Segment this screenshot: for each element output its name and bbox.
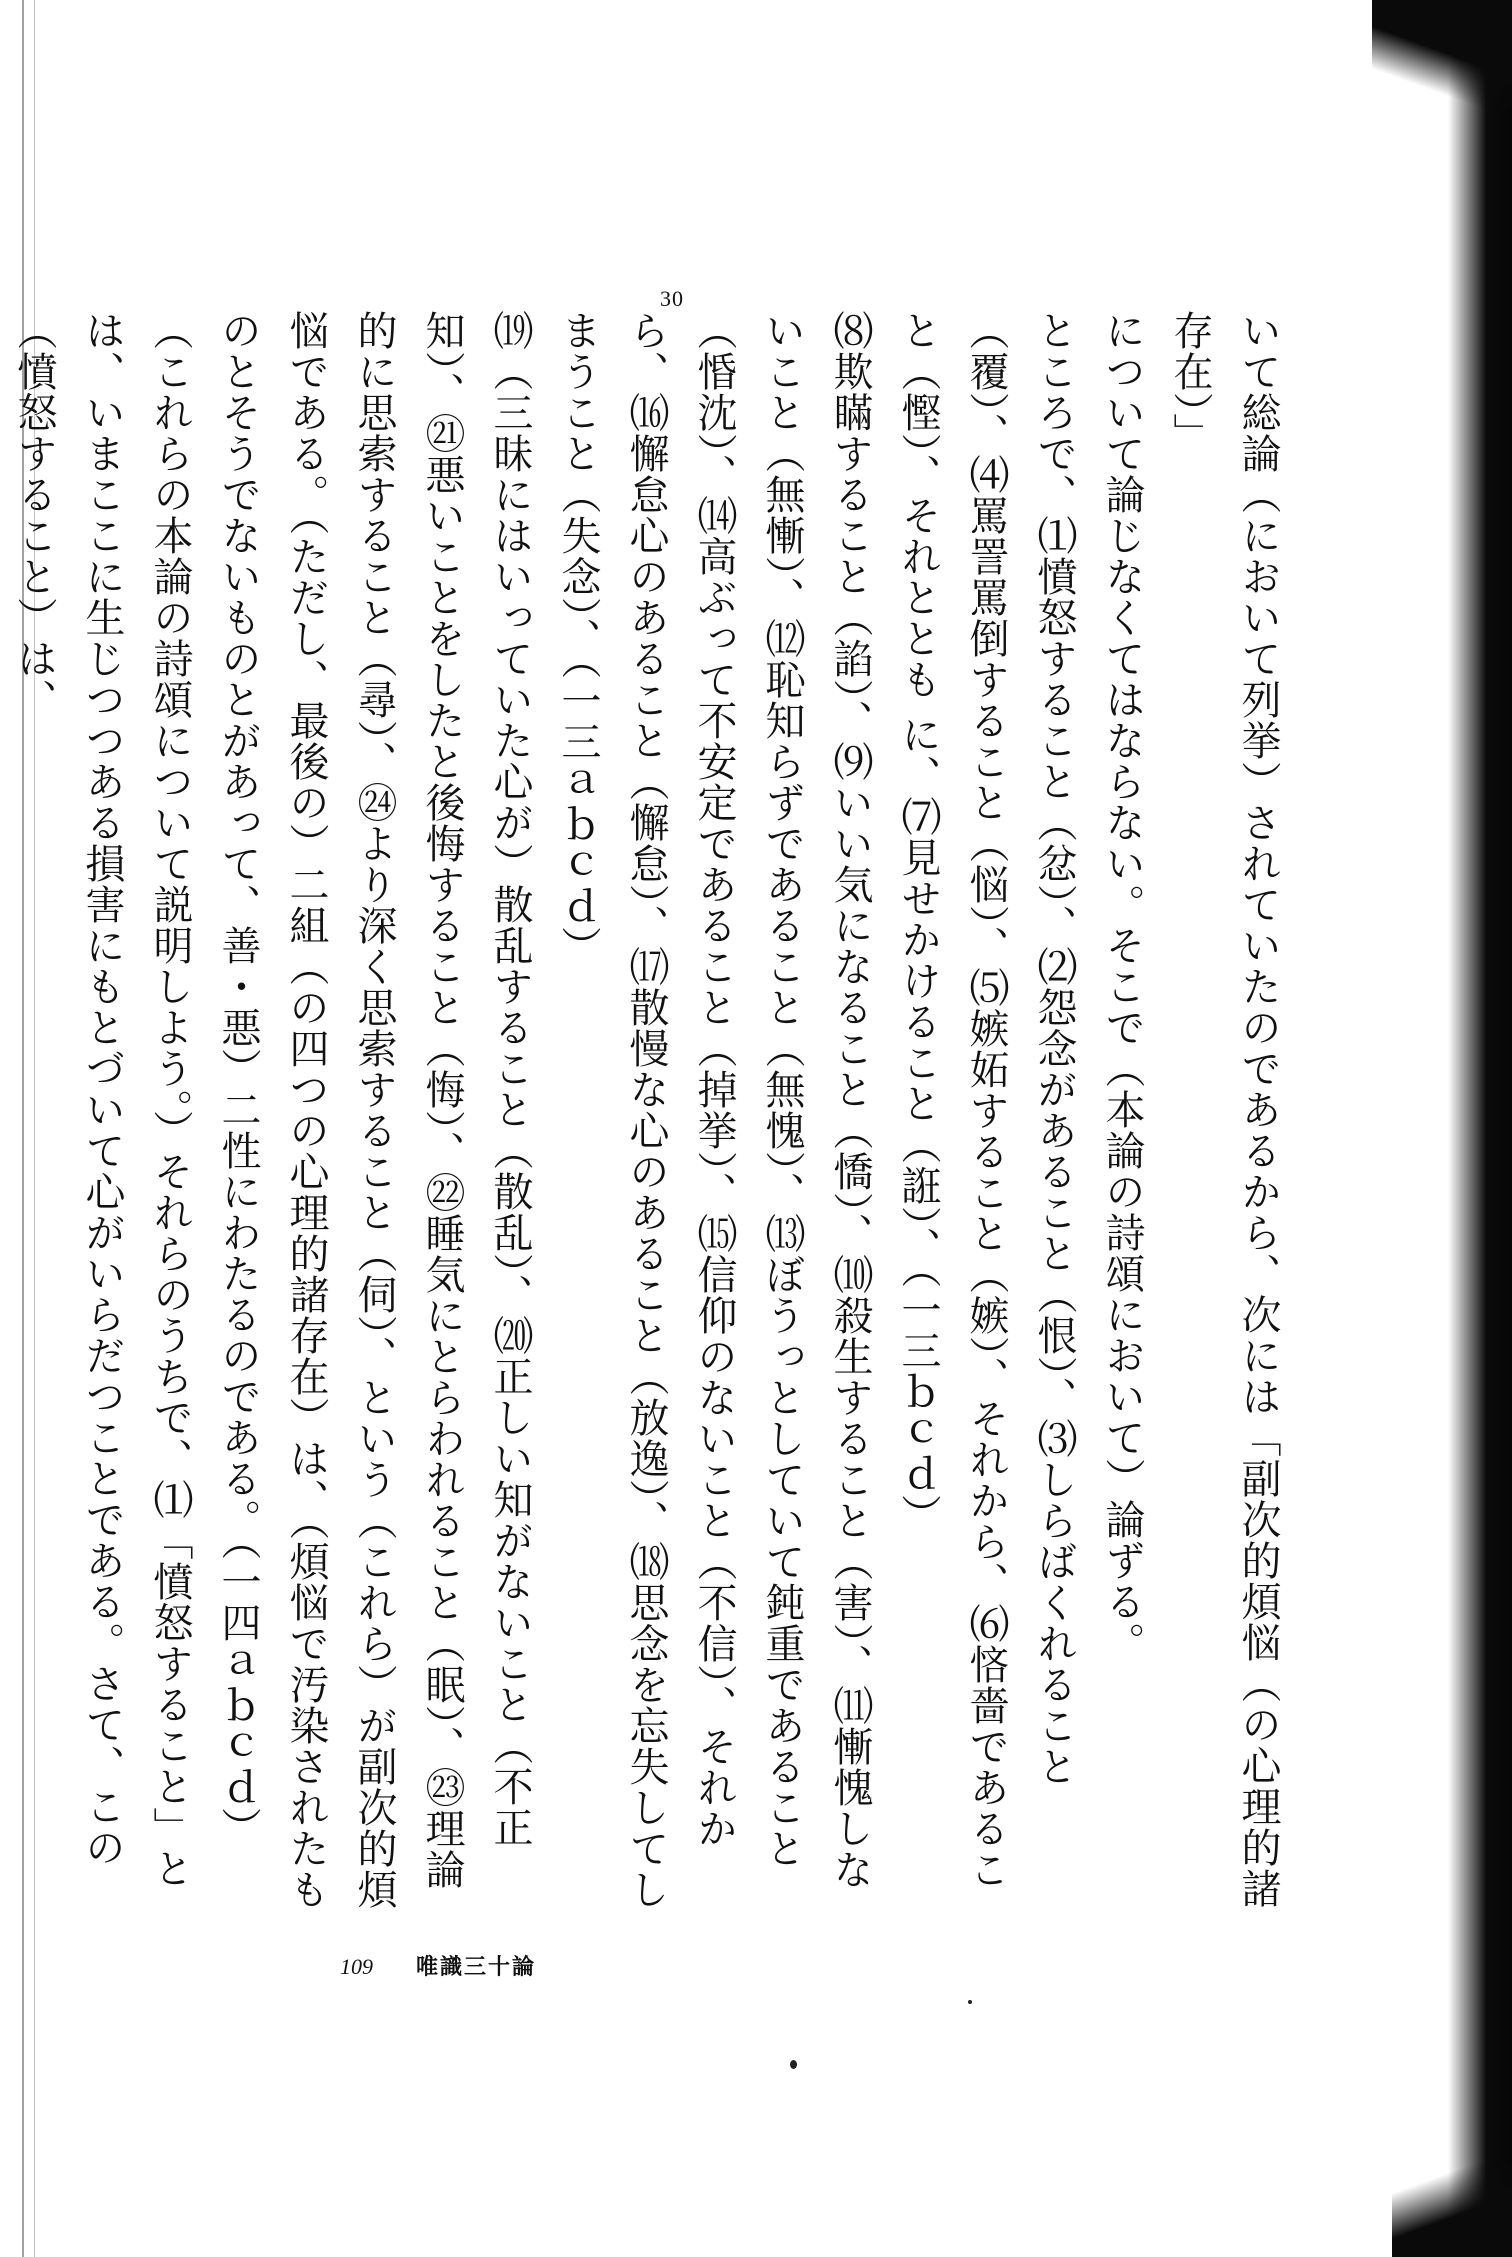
scan-speck — [790, 2060, 797, 2069]
paragraph: ⑻欺瞞すること（諂）、⑼いい気になること（憍）、⑽殺生すること（害）、⑾慚愧しないこと（無慚）、⑿恥知らずであること（無愧）、⒀ぼうっとしていて鈍重であること（惛沈）、⒁高ぶって不安定であること（掉挙）、⒂信仰のないこと（不信）、それから、⒃懈怠心のあること（懈怠）、⒄散慢な心のあること（放逸）、⒅思念を忘失してしまうこと（失念）、（一三ａｂｃｄ） — [555, 310, 873, 1910]
scan-dark-edge-bottom — [1392, 2147, 1512, 2257]
running-footer — [340, 1950, 536, 1981]
scan-speck — [968, 2000, 972, 2004]
page-number: 30 — [660, 286, 684, 311]
paragraph: ⒆（三昧にはいっていた心が）散乱すること（散乱）、⒇正しい知がないこと（不正知）、㉑悪いことをしたと後悔すること（悔）、㉒睡気にとらわれること（眠）、㉓理論的に思索すること（尋）、㉔より深く思索すること（伺）、という（これら）が副次的煩悩である。（ただし、最後の）二組（の四つの心理的諸存在）は、（煩悩で汚染されたものとそうでないものとがあって、善・悪）二性にわたるのである。（一四ａｂｃｄ） — [215, 310, 533, 1910]
paragraph: ところで、⑴憤怒すること（忿）、⑵怨念があること（恨）、⑶しらばくれること（覆）、⑷罵詈罵倒すること（悩）、⑸嫉妬すること（嫉）、それから、⑹悋嗇であること（慳）、それととも に、⑺見せかけること（誑）、（一三ｂｃｄ） — [895, 310, 1077, 1890]
paragraph: いて総論（において列挙）されていたのであるから、次には「副次的煩悩（の心理的諸存在）」 — [1167, 310, 1281, 1909]
scan-dark-edge — [1448, 0, 1512, 2257]
footer-book-title: 唯識三十論 — [416, 1955, 537, 1980]
body-text — [0, 310, 1292, 1920]
scan-dark-edge-top — [1372, 0, 1512, 120]
footer-page-label: 109 — [340, 1954, 373, 1979]
paragraph: について論じなくてはならない。そこで（本論の詩頌において）論ずる。 — [1099, 310, 1145, 1663]
paragraph: （これらの本論の詩頌について説明しよう。）それらのうちで、⑴「憤怒すること」とは、いまここに生じつつある損害にもとづいて心がいらだつことである。さて、この（憤怒すること）は、 — [11, 310, 193, 1889]
